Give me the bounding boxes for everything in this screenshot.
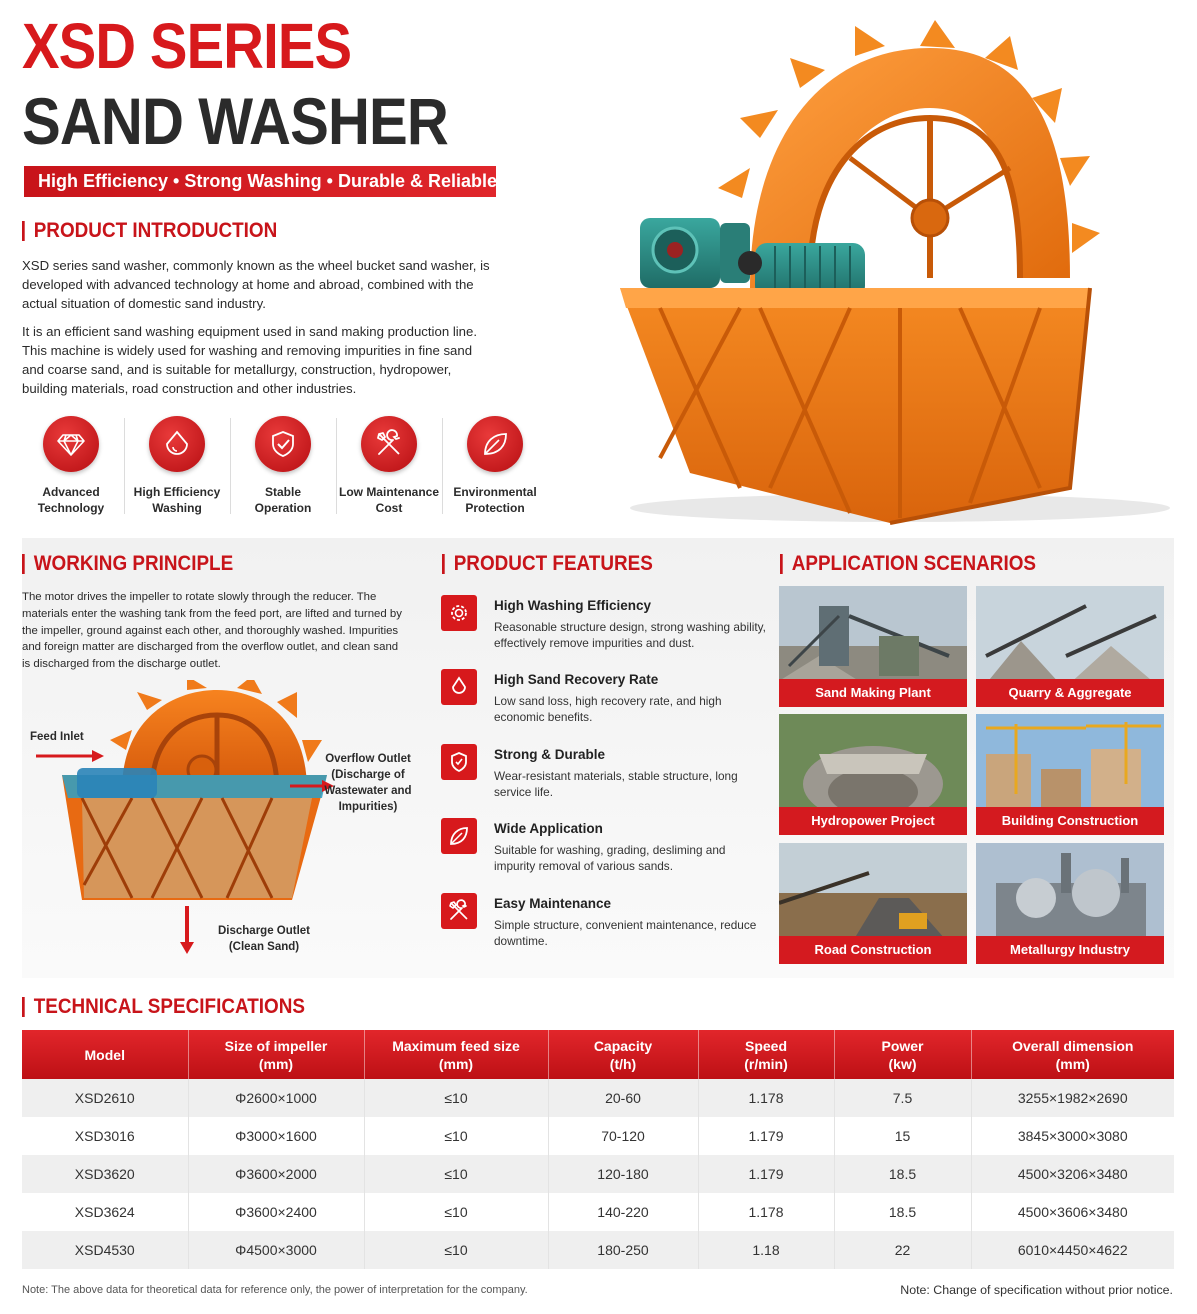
table-cell: ≤10 — [364, 1155, 548, 1193]
working-principle-text: The motor drives the impeller to rotate slowly through the reducer. The materials enter the washing tank from the feed port, are lifted and turned by the impeller, ground against each other, and thoroughly washed. Impurities and foreign matter are discharged from the overflow outlet, and clean sand is discharged from the discharge outlet. — [22, 591, 402, 671]
table-cell: XSD3624 — [22, 1193, 188, 1231]
discharge-outlet-label — [212, 923, 316, 955]
app-caption: Hydropower Project — [779, 807, 967, 835]
table-cell: XSD3620 — [22, 1155, 188, 1193]
droplet-icon — [149, 416, 205, 472]
col-header — [22, 1030, 188, 1079]
discharge-line: Discharge Outlet — [217, 925, 311, 937]
table-cell: XSD2610 — [22, 1079, 188, 1117]
table-cell: ≤10 — [364, 1079, 548, 1117]
app-card-quarry-aggregate — [976, 586, 1164, 707]
overflow-line: Overflow Outlet — [325, 753, 411, 765]
col-header-unit: (r/min) — [744, 1055, 788, 1072]
app-card-building-construction — [976, 714, 1164, 835]
overflow-line: Impurities) — [338, 801, 398, 813]
table-cell: ≤10 — [364, 1117, 548, 1155]
intro-paragraph-1: XSD series sand washer, commonly known as the wheel bucket sand washer, is developed with advanced technology at home and abroad, combined with the actual situation of domestic sand industry. — [22, 258, 490, 311]
gear-icon — [441, 595, 477, 631]
advantage-label: Operation — [254, 501, 312, 515]
table-row — [22, 1079, 1174, 1117]
col-header-text: Speed — [744, 1037, 787, 1054]
table-cell: Φ3000×1600 — [188, 1117, 364, 1155]
table-cell: 1.179 — [698, 1155, 834, 1193]
shield-check-icon — [255, 416, 311, 472]
shield-icon — [441, 744, 477, 780]
feature-title: Strong & Durable — [494, 747, 606, 762]
table-cell: 7.5 — [834, 1079, 971, 1117]
advantage-label: Washing — [152, 501, 202, 515]
table-cell: ≤10 — [364, 1193, 548, 1231]
tagline-banner: High Efficiency • Strong Washing • Durable & Reliable — [24, 166, 496, 197]
section-heading-working-principle: WORKING PRINCIPLE — [22, 554, 233, 574]
advantage-label: Technology — [37, 501, 105, 515]
advantage-label: High Efficiency — [133, 485, 221, 499]
col-header-unit: (kw) — [888, 1055, 917, 1072]
app-card-metallurgy-industry — [976, 843, 1164, 964]
feature-description: Wear-resistant materials, stable structure, long service life. — [494, 769, 738, 799]
col-header-unit: (mm) — [258, 1055, 294, 1072]
col-header-text: Capacity — [593, 1037, 653, 1054]
table-row — [22, 1155, 1174, 1193]
section-heading-features: PRODUCT FEATURES — [442, 554, 653, 574]
feature-title: Easy Maintenance — [494, 896, 612, 911]
advantage-label: Advanced — [42, 485, 100, 499]
table-cell: 3845×3000×3080 — [971, 1117, 1174, 1155]
table-row — [22, 1231, 1174, 1269]
note-right: Note: Change of specification without prior notice. — [900, 1283, 1173, 1297]
title-product: SAND WASHER — [22, 84, 448, 158]
col-header-unit: (t/h) — [609, 1055, 637, 1072]
feature-title: High Washing Efficiency — [494, 598, 652, 613]
feed-inlet-label: Feed Inlet — [30, 731, 84, 743]
table-cell: 20-60 — [548, 1079, 698, 1117]
working-principle-diagram — [22, 680, 422, 970]
app-card-sand-making-plant — [779, 586, 967, 707]
col-header-text: Overall dimension — [1012, 1037, 1134, 1054]
leaf-icon — [441, 818, 477, 854]
table-cell: 18.5 — [834, 1193, 971, 1231]
feature-description: Low sand loss, high recovery rate, and high economic benefits. — [494, 694, 722, 724]
advantage-label: Protection — [465, 501, 525, 515]
col-header — [364, 1030, 548, 1079]
col-header-text: Model — [84, 1046, 125, 1063]
app-card-road-construction — [779, 843, 967, 964]
feature-description: Simple structure, convenient maintenance, reduce downtime. — [494, 918, 757, 948]
table-cell: Φ3600×2000 — [188, 1155, 364, 1193]
table-cell: 180-250 — [548, 1231, 698, 1269]
col-header-unit: (mm) — [1055, 1055, 1090, 1072]
overflow-outlet-label — [322, 751, 414, 815]
advantage-high-efficiency — [124, 414, 230, 518]
intro-paragraph-2: It is an efficient sand washing equipment used in sand making production line. This machine is widely used for washing and removing impurities in fine sand and coarse sand, and is suitable for metallurgy, construction, hydropower, building materials, road construction and other industries. — [22, 324, 478, 396]
col-header — [548, 1030, 698, 1079]
feature-title: High Sand Recovery Rate — [494, 672, 659, 687]
title-series: XSD SERIES — [22, 10, 352, 82]
app-caption: Quarry & Aggregate — [976, 679, 1164, 707]
note-left: Note: The above data for theoretical data for reference only, the power of interpretation for the company. — [22, 1284, 528, 1296]
sand-washer-machine-image — [600, 18, 1190, 528]
feature-title: Wide Application — [494, 821, 603, 836]
table-cell: Φ4500×3000 — [188, 1231, 364, 1269]
table-cell: 70-120 — [548, 1117, 698, 1155]
overflow-line: Wastewater and — [324, 785, 412, 797]
overflow-line: (Discharge of — [331, 769, 405, 781]
col-header-text: Power — [881, 1037, 924, 1054]
section-heading-applications: APPLICATION SCENARIOS — [780, 554, 1036, 574]
leaf-icon — [467, 416, 523, 472]
table-cell: 1.178 — [698, 1193, 834, 1231]
table-cell: XSD3016 — [22, 1117, 188, 1155]
section-heading-specs: TECHNICAL SPECIFICATIONS — [22, 997, 305, 1017]
advantage-label: Cost — [375, 501, 403, 515]
table-cell: XSD4530 — [22, 1231, 188, 1269]
table-row — [22, 1193, 1174, 1231]
app-caption: Metallurgy Industry — [976, 936, 1164, 964]
table-cell: 1.179 — [698, 1117, 834, 1155]
table-cell: 22 — [834, 1231, 971, 1269]
advantage-low-maintenance — [336, 414, 442, 518]
advantage-stable-operation — [230, 414, 336, 518]
col-header-unit: (mm) — [438, 1055, 474, 1072]
table-cell: 3255×1982×2690 — [971, 1079, 1174, 1117]
col-header-text: Size of impeller — [224, 1037, 328, 1054]
table-cell: 1.18 — [698, 1231, 834, 1269]
tools-icon — [441, 893, 477, 929]
table-cell: Φ3600×2400 — [188, 1193, 364, 1231]
feature-description: Suitable for washing, grading, desliming and impurity removal of various sands. — [494, 843, 726, 873]
app-caption: Building Construction — [976, 807, 1164, 835]
table-cell: Φ2600×1000 — [188, 1079, 364, 1117]
app-caption: Sand Making Plant — [779, 679, 967, 707]
table-cell: 6010×4450×4622 — [971, 1231, 1174, 1269]
advantage-environmental — [442, 414, 548, 518]
table-cell: 4500×3206×3480 — [971, 1155, 1174, 1193]
table-cell: 120-180 — [548, 1155, 698, 1193]
section-heading-intro: PRODUCT INTRODUCTION — [22, 221, 277, 241]
app-caption: Road Construction — [779, 936, 967, 964]
table-cell: 18.5 — [834, 1155, 971, 1193]
table-cell: 15 — [834, 1117, 971, 1155]
table-cell: 1.178 — [698, 1079, 834, 1117]
col-header — [834, 1030, 971, 1079]
advantage-label: Low Maintenance — [338, 485, 439, 499]
tools-icon — [361, 416, 417, 472]
advantage-label: Stable — [264, 485, 301, 499]
table-row — [22, 1117, 1174, 1155]
spec-header-row — [22, 1030, 1174, 1079]
feature-description: Reasonable structure design, strong washing ability, effectively remove impurities and dust. — [494, 620, 766, 650]
advantage-icons-row — [18, 414, 548, 518]
intro-text — [22, 256, 492, 407]
col-header-text: Maximum feed size — [392, 1037, 520, 1054]
advantage-label: Environmental — [453, 485, 537, 499]
app-card-hydropower-project — [779, 714, 967, 835]
col-header — [188, 1030, 364, 1079]
table-cell: 4500×3606×3480 — [971, 1193, 1174, 1231]
table-cell: 140-220 — [548, 1193, 698, 1231]
discharge-line: (Clean Sand) — [228, 941, 300, 953]
spec-table — [22, 1030, 1174, 1269]
droplet-icon — [441, 669, 477, 705]
col-header — [698, 1030, 834, 1079]
advantage-advanced-technology — [18, 414, 124, 518]
col-header — [971, 1030, 1174, 1079]
table-cell: ≤10 — [364, 1231, 548, 1269]
diamond-icon — [43, 416, 99, 472]
